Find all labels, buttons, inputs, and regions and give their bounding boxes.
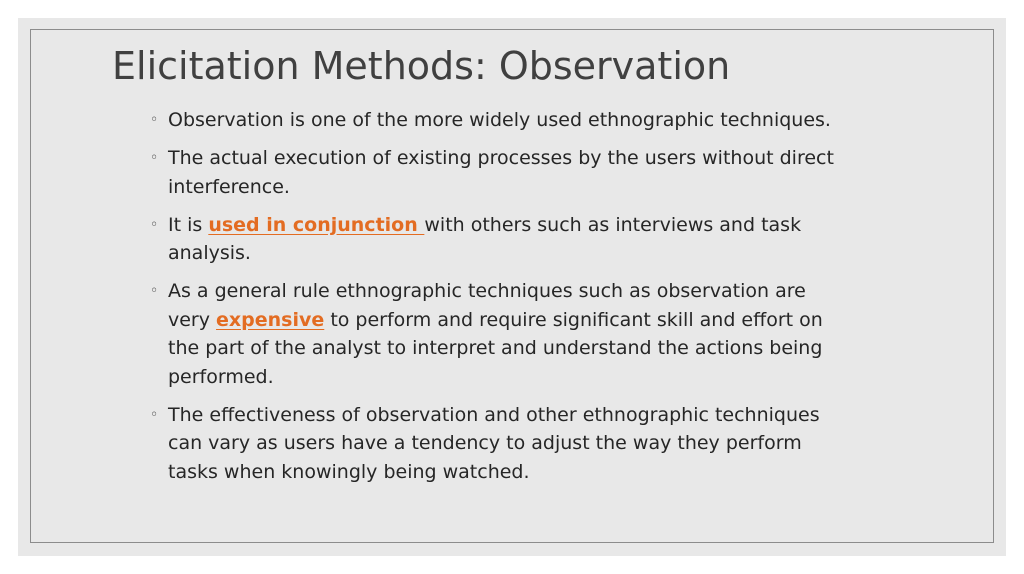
bullet-list xyxy=(150,106,850,496)
bullet-circle-icon: ◦ xyxy=(150,150,159,166)
bullet-text-start: It is xyxy=(168,213,209,236)
bullet-text-start: As a general rule ethnographic techniques such as observation are very xyxy=(168,280,806,331)
bullet-text-end: with others such as interviews and task analysis. xyxy=(168,213,802,264)
bullet-circle-icon: ◦ xyxy=(150,283,159,299)
used-in-conjunction-link[interactable]: used in conjunction xyxy=(208,213,425,236)
bullet-text-end: to perform and require significant skill and effort on the part of the analyst to interpret and understand the actions being performed. xyxy=(168,308,823,388)
bullet-text: The effectiveness of observation and other ethnographic techniques can vary as users have a tendency to adjust the way they perform tasks when knowingly being watched. xyxy=(168,403,820,483)
bullet-item xyxy=(150,277,850,391)
bullet-item xyxy=(150,211,850,268)
bullet-circle-icon: ◦ xyxy=(150,112,159,128)
bullet-circle-icon: ◦ xyxy=(150,406,159,423)
bullet-text: The actual execution of existing processes by the users without direct interference. xyxy=(168,147,834,198)
expensive-link[interactable]: expensive xyxy=(216,308,325,331)
slide-title: Elicitation Methods: Observation xyxy=(112,44,731,88)
bullet-circle-icon: ◦ xyxy=(150,216,159,233)
bullet-item xyxy=(150,401,850,487)
bullet-item xyxy=(150,144,850,201)
bullet-item xyxy=(150,106,850,135)
bullet-text: Observation is one of the more widely used ethnographic techniques. xyxy=(168,109,831,131)
